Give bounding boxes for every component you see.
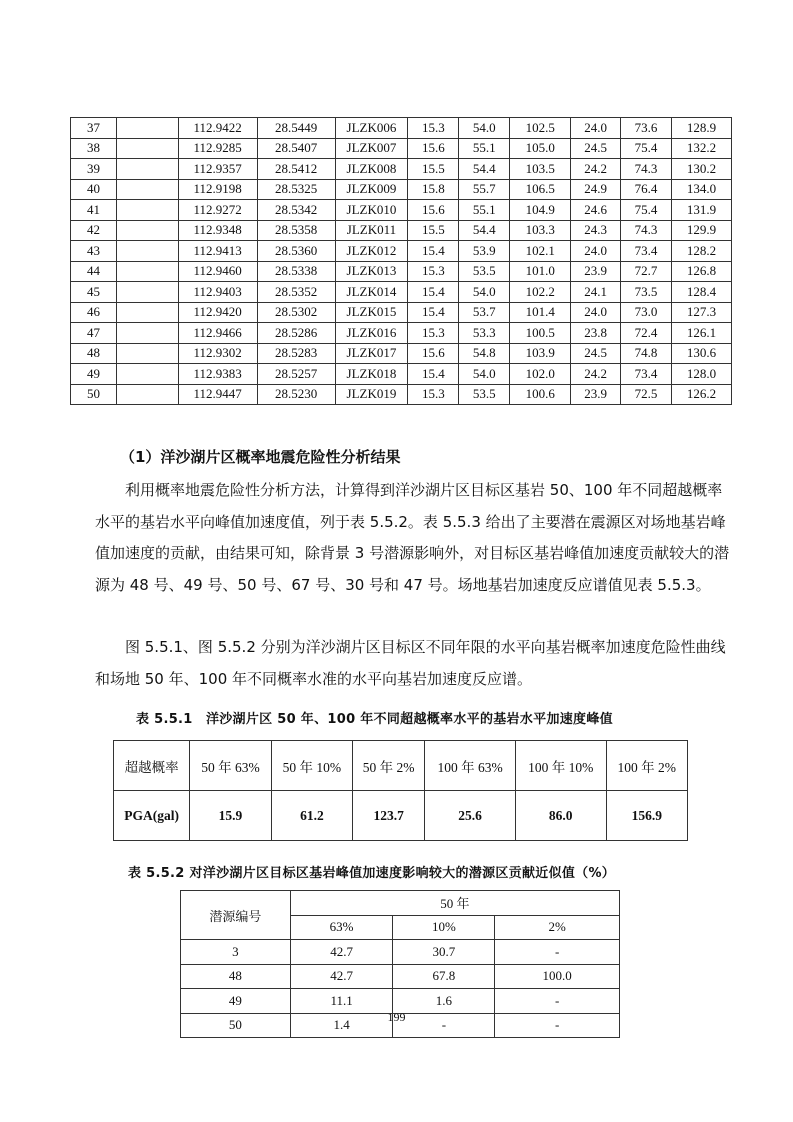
table-cell: 43 (71, 241, 117, 262)
table-cell: 28.5360 (257, 241, 335, 262)
table-cell: 103.9 (510, 343, 571, 364)
table-cell: 15.3 (408, 323, 459, 344)
table-cell: 15.4 (408, 364, 459, 385)
table-cell: 54.0 (459, 282, 510, 303)
table-cell: 72.5 (621, 384, 672, 405)
table-cell: 102.2 (510, 282, 571, 303)
paragraph-2-text: 图 5.5.1、图 5.5.2 分别为洋沙湖片区目标区不同年限的水平向基岩概率加速度危险性曲线和场地 50 年、100 年不同概率水准的水平向基岩加速度反应谱。 (95, 638, 726, 688)
table-cell: 28.5325 (257, 179, 335, 200)
header-cell: 超越概率 (114, 741, 190, 791)
table-cell: JLZK014 (335, 282, 408, 303)
table-cell: 130.6 (671, 343, 731, 364)
table-cell: 24.2 (571, 159, 621, 180)
table-cell: 127.3 (671, 302, 731, 323)
table-cell: JLZK007 (335, 138, 408, 159)
table-cell (116, 343, 178, 364)
table-cell: 112.9420 (178, 302, 257, 323)
table-cell: 126.1 (671, 323, 731, 344)
table-cell: 86.0 (515, 791, 606, 841)
table-cell: 49 (181, 989, 291, 1014)
table-cell (116, 323, 178, 344)
table-cell: JLZK012 (335, 241, 408, 262)
table-cell: 102.0 (510, 364, 571, 385)
table-cell: 72.7 (621, 261, 672, 282)
table-cell: 102.1 (510, 241, 571, 262)
table-cell: 55.1 (459, 138, 510, 159)
table-cell: JLZK018 (335, 364, 408, 385)
table-cell: - (495, 1013, 620, 1038)
header-cell: 50 年 10% (271, 741, 352, 791)
table-row (181, 964, 620, 989)
table-cell: 112.9403 (178, 282, 257, 303)
table-cell: 24.6 (571, 200, 621, 221)
table-cell: 53.9 (459, 241, 510, 262)
table-cell: 130.2 (671, 159, 731, 180)
table-cell: 15.6 (408, 138, 459, 159)
table-row (71, 302, 732, 323)
table-cell: - (495, 989, 620, 1014)
table-cell: 126.2 (671, 384, 731, 405)
table-cell: JLZK013 (335, 261, 408, 282)
table-cell: 53.7 (459, 302, 510, 323)
table-cell: 42.7 (290, 964, 393, 989)
table-cell: 47 (71, 323, 117, 344)
table-row (71, 282, 732, 303)
table-cell: 102.5 (510, 118, 571, 139)
table-cell: 54.0 (459, 118, 510, 139)
table-cell: 28.5283 (257, 343, 335, 364)
table-cell: 75.4 (621, 138, 672, 159)
table-cell: 103.5 (510, 159, 571, 180)
site-pga-table (70, 117, 732, 405)
table-cell: 1.6 (393, 989, 495, 1014)
table-cell: 73.5 (621, 282, 672, 303)
table-cell: 103.3 (510, 220, 571, 241)
table-cell: 61.2 (271, 791, 352, 841)
table-cell: 15.6 (408, 200, 459, 221)
table-cell: 24.5 (571, 138, 621, 159)
table-row (71, 179, 732, 200)
table-cell: 28.5342 (257, 200, 335, 221)
table-cell: 72.4 (621, 323, 672, 344)
col-label: 潜源编号 (181, 891, 291, 940)
table-cell: 55.7 (459, 179, 510, 200)
table-cell: 48 (71, 343, 117, 364)
table-cell: 101.0 (510, 261, 571, 282)
table-row (71, 343, 732, 364)
table-cell: - (495, 940, 620, 965)
table-cell: 101.4 (510, 302, 571, 323)
table-row (71, 323, 732, 344)
table-cell: 67.8 (393, 964, 495, 989)
table-cell (116, 118, 178, 139)
table-cell: 23.9 (571, 261, 621, 282)
table-cell (116, 220, 178, 241)
table-cell: 50 (71, 384, 117, 405)
table-cell: 41 (71, 200, 117, 221)
table-cell: 15.6 (408, 343, 459, 364)
table-row (71, 241, 732, 262)
table-row (71, 261, 732, 282)
table-cell: 100.5 (510, 323, 571, 344)
table-cell: 76.4 (621, 179, 672, 200)
table-cell: 112.9466 (178, 323, 257, 344)
table-cell: 156.9 (606, 791, 687, 841)
table-cell: 112.9357 (178, 159, 257, 180)
page-number: 199 (387, 1010, 406, 1024)
table-cell: 37 (71, 118, 117, 139)
table-cell: 24.2 (571, 364, 621, 385)
table-cell: 112.9198 (178, 179, 257, 200)
table-row (71, 138, 732, 159)
table-cell: 73.6 (621, 118, 672, 139)
table-row (71, 200, 732, 221)
table-cell: 73.0 (621, 302, 672, 323)
table-cell: 24.3 (571, 220, 621, 241)
table-cell: - (393, 1013, 495, 1038)
table-cell: 28.5352 (257, 282, 335, 303)
table-cell: 53.5 (459, 261, 510, 282)
table-cell: 131.9 (671, 200, 731, 221)
table-cell (116, 364, 178, 385)
header-cell: 100 年 63% (425, 741, 516, 791)
table-row (71, 159, 732, 180)
table-cell: 39 (71, 159, 117, 180)
header-cell: 10% (393, 915, 495, 940)
table-cell: 15.8 (408, 179, 459, 200)
table-cell: 129.9 (671, 220, 731, 241)
table-cell: PGA(gal) (114, 791, 190, 841)
pga-table (113, 740, 688, 841)
table-cell: 1.4 (290, 1013, 393, 1038)
table-cell: JLZK017 (335, 343, 408, 364)
table-cell: 28.5338 (257, 261, 335, 282)
table-row (71, 220, 732, 241)
table-row (71, 384, 732, 405)
table-cell: 15.3 (408, 384, 459, 405)
table-cell: 42 (71, 220, 117, 241)
table-cell: 128.2 (671, 241, 731, 262)
table-cell: 49 (71, 364, 117, 385)
header-cell: 100 年 2% (606, 741, 687, 791)
table-cell: 55.1 (459, 200, 510, 221)
table-cell: 74.8 (621, 343, 672, 364)
table-cell: 112.9383 (178, 364, 257, 385)
table-row (181, 940, 620, 965)
table-cell: 112.9348 (178, 220, 257, 241)
table-cell: 28.5449 (257, 118, 335, 139)
table-cell: 73.4 (621, 241, 672, 262)
table-cell: 112.9422 (178, 118, 257, 139)
table-cell: 15.3 (408, 118, 459, 139)
table-cell: 112.9302 (178, 343, 257, 364)
header-cell: 100 年 10% (515, 741, 606, 791)
table-cell: 24.0 (571, 118, 621, 139)
header-cell: 50 年 63% (190, 741, 271, 791)
table-cell: 40 (71, 179, 117, 200)
table-cell: 28.5407 (257, 138, 335, 159)
table-cell: 53.3 (459, 323, 510, 344)
table-cell: 50 (181, 1013, 291, 1038)
table-cell: 112.9285 (178, 138, 257, 159)
table-cell: JLZK009 (335, 179, 408, 200)
table-cell: 24.0 (571, 302, 621, 323)
table-cell (116, 138, 178, 159)
table-cell (116, 200, 178, 221)
table-cell: 23.8 (571, 323, 621, 344)
table-cell: 24.0 (571, 241, 621, 262)
table-cell: 23.9 (571, 384, 621, 405)
table-cell: 128.4 (671, 282, 731, 303)
table-cell: 28.5302 (257, 302, 335, 323)
table-cell: 54.8 (459, 343, 510, 364)
table-cell: 123.7 (353, 791, 425, 841)
table-cell: JLZK011 (335, 220, 408, 241)
table2-caption: 表 5.5.2 对洋沙湖片区目标区基岩峰值加速度影响较大的潜源区贡献近似值（%） (128, 866, 616, 881)
table-cell (116, 282, 178, 303)
table-cell: 44 (71, 261, 117, 282)
table-cell: 24.1 (571, 282, 621, 303)
table-cell: 28.5230 (257, 384, 335, 405)
table-cell (116, 261, 178, 282)
table-cell (116, 302, 178, 323)
paragraph-1-text: 利用概率地震危险性分析方法，计算得到洋沙湖片区目标区基岩 50、100 年不同超越概率水平的基岩水平向峰值加速度值，列于表 5.5.2。表 5.5.3 给出了主要潜在震源区对场地基岩峰值加速度的贡献，由结果可知，除背景 3 号潜源影响外，对目标区基岩峰值加速度贡献较大的潜源为 48 号、49 号、50 号、67 号、30 号和 47 号。场地基岩加速度反应谱值见表 5.5.3。 (95, 481, 730, 594)
header-cell: 2% (495, 915, 620, 940)
table-cell (116, 159, 178, 180)
table-cell: 106.5 (510, 179, 571, 200)
table-cell: JLZK015 (335, 302, 408, 323)
table-cell: 100.0 (495, 964, 620, 989)
group-header: 50 年 (290, 891, 619, 916)
table-cell: 134.0 (671, 179, 731, 200)
table-cell: 42.7 (290, 940, 393, 965)
table-cell: 38 (71, 138, 117, 159)
table-cell (116, 241, 178, 262)
table-cell: 24.5 (571, 343, 621, 364)
table-cell: 15.4 (408, 241, 459, 262)
table-cell: 132.2 (671, 138, 731, 159)
table-cell: 11.1 (290, 989, 393, 1014)
table-cell: 46 (71, 302, 117, 323)
table-cell: 28.5286 (257, 323, 335, 344)
table-cell: 75.4 (621, 200, 672, 221)
table1-caption: 表 5.5.1 洋沙湖片区 50 年、100 年不同超越概率水平的基岩水平加速度峰值 (136, 712, 613, 727)
table-cell: 25.6 (425, 791, 516, 841)
table-cell: JLZK010 (335, 200, 408, 221)
header-cell: 50 年 2% (353, 741, 425, 791)
section-heading: （1）洋沙湖片区概率地震危险性分析结果 (120, 448, 401, 466)
table-cell: 15.9 (190, 791, 271, 841)
table-cell: 28.5257 (257, 364, 335, 385)
paragraph-2 (95, 632, 735, 695)
table-cell: 15.4 (408, 282, 459, 303)
table-cell: 15.3 (408, 261, 459, 282)
table-row (71, 118, 732, 139)
table-cell: 3 (181, 940, 291, 965)
table-cell: 30.7 (393, 940, 495, 965)
table-cell: 112.9447 (178, 384, 257, 405)
table-cell: 54.4 (459, 159, 510, 180)
table-cell: 15.5 (408, 220, 459, 241)
table-cell: 105.0 (510, 138, 571, 159)
table-cell: 24.9 (571, 179, 621, 200)
table-cell: 112.9413 (178, 241, 257, 262)
paragraph-1 (95, 475, 735, 601)
table-cell: 54.0 (459, 364, 510, 385)
table-cell: 112.9460 (178, 261, 257, 282)
table-cell: JLZK006 (335, 118, 408, 139)
table-cell: 53.5 (459, 384, 510, 405)
table-cell: 104.9 (510, 200, 571, 221)
table-cell: 112.9272 (178, 200, 257, 221)
table-cell: 15.4 (408, 302, 459, 323)
table-cell: 100.6 (510, 384, 571, 405)
table-cell: JLZK016 (335, 323, 408, 344)
table-cell: 54.4 (459, 220, 510, 241)
table-cell: 48 (181, 964, 291, 989)
table-cell (116, 179, 178, 200)
table-cell: 45 (71, 282, 117, 303)
table-cell: 128.0 (671, 364, 731, 385)
table-cell: 73.4 (621, 364, 672, 385)
table-cell: 15.5 (408, 159, 459, 180)
table-cell: 74.3 (621, 159, 672, 180)
table-cell (116, 384, 178, 405)
table-row (71, 364, 732, 385)
table-cell: JLZK019 (335, 384, 408, 405)
header-cell: 63% (290, 915, 393, 940)
table-cell: 74.3 (621, 220, 672, 241)
table-cell: 28.5412 (257, 159, 335, 180)
table-cell: 126.8 (671, 261, 731, 282)
table-cell: 28.5358 (257, 220, 335, 241)
table-cell: 128.9 (671, 118, 731, 139)
table-cell: JLZK008 (335, 159, 408, 180)
